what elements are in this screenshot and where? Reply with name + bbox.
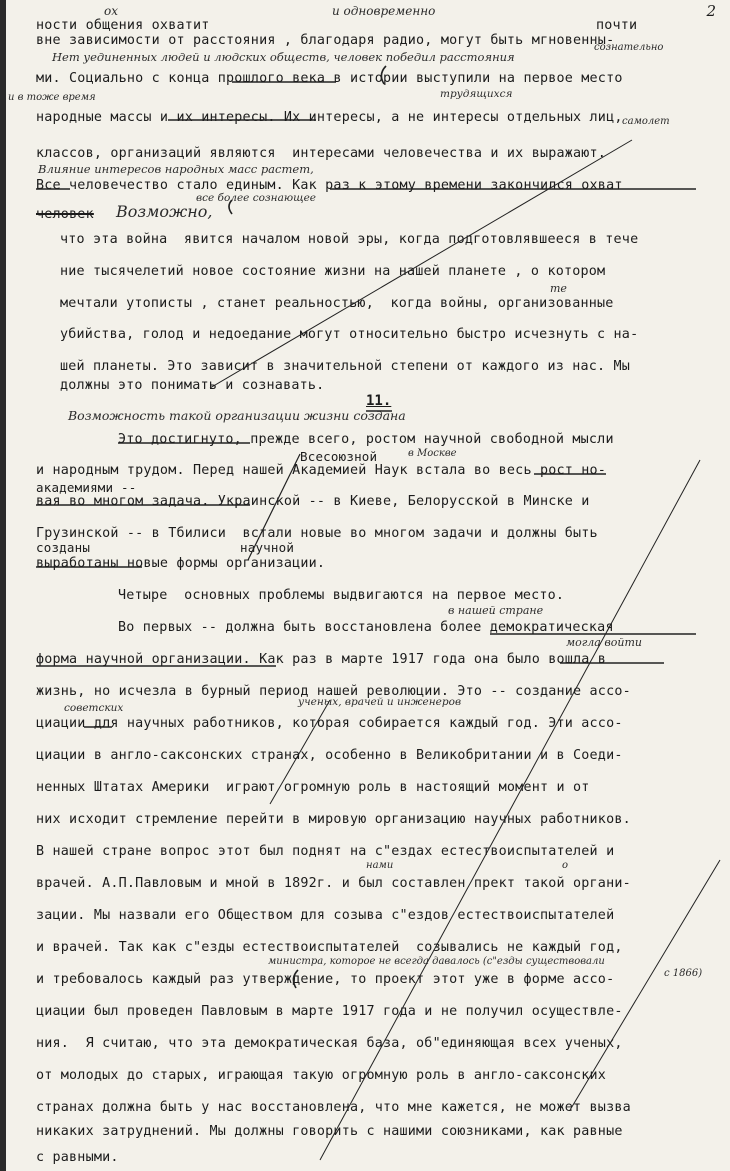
text-line-17: Грузинской -- в Тбилиси встали новые во многом задачи и должны быть — [36, 526, 598, 541]
text-line-25: ненных Штатах Америки играют огромную роль в настоящий момент и от — [36, 780, 590, 795]
page-number: 2 — [706, 2, 716, 20]
text-line-16: вая во многом задача. Украинской -- в Киеве, Белорусской в Минске и — [36, 494, 590, 509]
text-line-12: шей планеты. Это зависит в значительной степени от каждого из нас. Мы — [60, 359, 631, 374]
text-line-3: ми. Социально с конца прошлого века в истории выступили на первое место — [36, 71, 623, 86]
handwritten-left-margin: и в тоже время — [8, 92, 96, 103]
handwritten-unity: все более сознающее — [196, 192, 317, 204]
handwritten-masses: трудящихся — [440, 88, 513, 100]
handwritten-v-nashey-strane: в нашей стране — [448, 604, 544, 617]
text-line-29: зации. Мы назвали его Обществом для созыва с"ездов естествоиспытателей — [36, 908, 615, 923]
text-line-1: ности общения охватит — [36, 18, 210, 33]
text-line-23: циации для научных работников, которая собирается каждый год. Эти ассо- — [36, 716, 623, 731]
handwritten-ministry: министра, которое не всегда давалось (с"езды существовали — [268, 956, 605, 967]
text-line-31: и требовалось каждый раз утверждение, то проект этот уже в форме ассо- — [36, 972, 615, 987]
text-line-36: никаких затруднений. Мы должны говорить с нашими союзниками, как равные — [36, 1124, 623, 1139]
text-line-18: выработаны новые формы организации. — [36, 556, 326, 571]
text-line-26: них исходит стремление перейти в мировую организацию научных работников. — [36, 812, 631, 827]
handwritten-line-2: Нет уединенных людей и людских обществ, человек победил расстояния — [52, 50, 515, 64]
section-number: 11. — [366, 393, 392, 409]
handwritten-moskve: в Москве — [408, 448, 457, 459]
handwritten-sovetskih: советских — [64, 702, 124, 714]
text-line-19: Четыре основных проблемы выдвигаются на первое место. — [118, 588, 565, 603]
handwritten-te: те — [550, 282, 567, 295]
text-line-15: и народным трудом. Перед нашей Академией Наук встала во весь рост но- — [36, 463, 607, 478]
text-line-7: человек — [36, 207, 94, 222]
text-line-13: должны это понимать и сознавать. — [60, 378, 325, 393]
handwritten-separate: самолет — [622, 116, 670, 127]
typed-insert-akademiyami: академиями -- — [36, 480, 137, 495]
text-line-8: что эта война явится началом новой эры, когда подготовлявшееся в тече — [60, 232, 639, 247]
text-line-4: народные массы и их интересы. Их интересы, а не интересы отдельных лиц, — [36, 110, 623, 125]
handwritten-vozmozhno: Возможно, — [116, 202, 213, 221]
text-line-28: врачей. А.П.Павловым и мной в 1892г. и был составлен прект такой органи- — [36, 876, 631, 891]
text-line-27: В нашей стране вопрос этот был поднят на с"ездах естествоиспытателей и — [36, 844, 615, 859]
typed-insert-pochti: почти — [596, 18, 638, 33]
text-line-5: классов, организаций являются интересами человечества и их выражают. — [36, 146, 607, 161]
text-line-11: убийства, голод и недоедание могут относительно быстро исчезнуть с на- — [60, 327, 639, 342]
text-line-14: Это достигнуто, прежде всего, ростом научной свободной мысли — [118, 432, 614, 447]
text-line-30: и врачей. Так как с"езды естествоиспытателей созывались не каждый год, — [36, 940, 623, 955]
handwritten-nami: нами — [366, 860, 394, 871]
text-line-6: Все человечество стало единым. Как раз к этому времени закончился охват — [36, 178, 623, 193]
text-line-2: вне зависимости от расстояния , благодаря радио, могут быть мгновенны- — [36, 33, 615, 48]
typed-insert-vsesoyuznoy: Всесоюзной — [300, 449, 378, 464]
text-line-9: ние тысячелетий новое состояние жизни на нашей планете , о котором — [60, 264, 606, 279]
handwritten-o-letter: о — [562, 860, 569, 871]
text-line-32: циации был проведен Павловым в марте 1917 года и не получил осуществле- — [36, 1004, 623, 1019]
text-line-35: странах должна быть у нас восстановлена, что мне кажется, не может вызва — [36, 1100, 631, 1115]
typed-insert-sozdany: созданы — [36, 540, 91, 555]
text-line-33: ния. Я считаю, что эта демократическая база, об"единяющая всех ученых, — [36, 1036, 623, 1051]
handwritten-ohvat: ох — [104, 4, 118, 18]
text-line-10: мечтали утописты , станет реальностью, когда войны, организованные — [60, 296, 614, 311]
handwritten-uchenyh: ученых, врачей и инженеров — [298, 696, 462, 708]
text-line-22: жизнь, но исчезла в бурный период нашей революции. Это -- создание ассо- — [36, 684, 631, 699]
text-line-20: Во первых -- должна быть восстановлена более демократическая — [118, 620, 614, 635]
text-line-21: форма научной организации. Как раз в марте 1917 года она было вошла в — [36, 652, 607, 667]
text-line-34: от молодых до старых, играющая такую огромную роль в англо-саксонских — [36, 1068, 607, 1083]
handwritten-influence: Влияние интересов народных масс растет, — [38, 162, 314, 176]
text-line-37: с равными. — [36, 1150, 119, 1165]
text-line-24: циации в англо-саксонских странах, особенно в Великобритании и в Соеди- — [36, 748, 623, 763]
handwritten-year: с 1866) — [664, 968, 703, 979]
handwritten-odnovremenno: и одновременно — [332, 4, 436, 18]
typed-insert-nauchnoy: научной — [240, 540, 295, 555]
handwritten-mogla-voyti: могла войти — [566, 636, 642, 649]
handwritten-organized: сознательно — [594, 42, 664, 53]
handwritten-vozmozhnost: Возможность такой организации жизни создана — [68, 408, 406, 423]
